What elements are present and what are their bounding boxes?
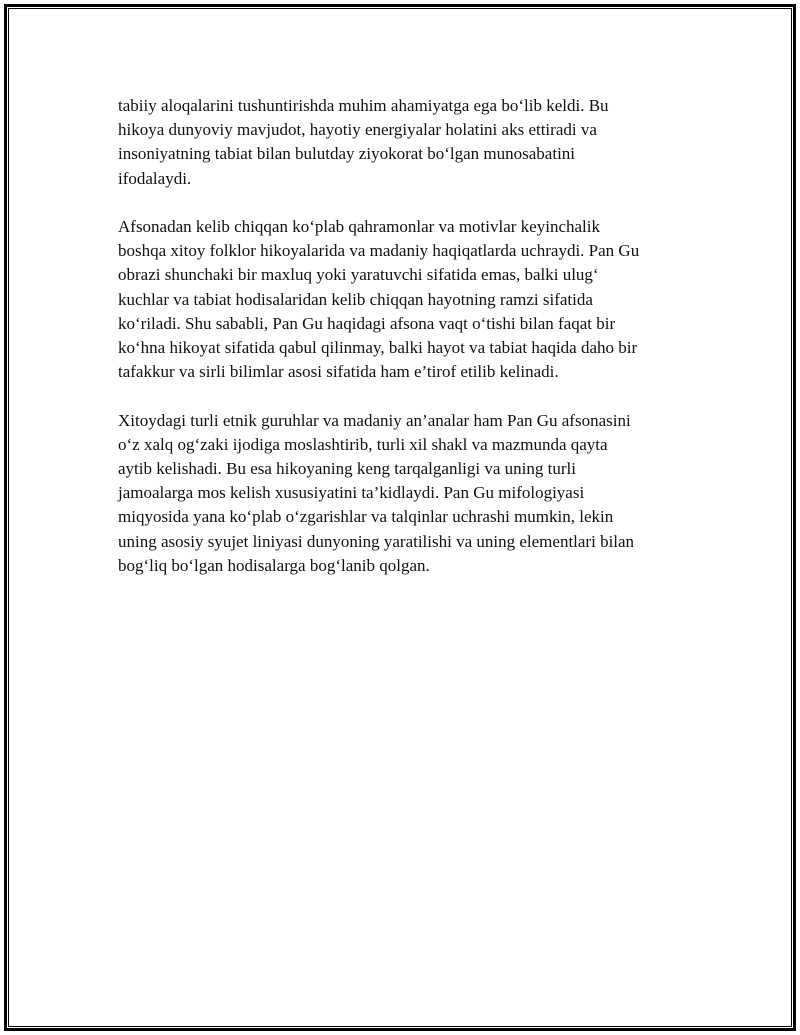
document-body xyxy=(118,94,698,602)
paragraph xyxy=(118,215,698,384)
text-line: ko‘riladi. Shu sababli, Pan Gu haqidagi afsona vaqt o‘tishi bilan faqat bir xyxy=(118,313,616,333)
text-line: o‘z xalq og‘zaki ijodiga moslashtirib, turli xil shakl va mazmunda qayta xyxy=(118,434,608,454)
text-line: kuchlar va tabiat hodisalaridan kelib chiqqan hayotning ramzi sifatida xyxy=(118,289,593,309)
text-line: ko‘hna hikoyat sifatida qabul qilinmay, balki hayot va tabiat haqida daho bir xyxy=(118,338,638,358)
paragraph xyxy=(118,409,698,578)
text-line: ifodalaydi. xyxy=(118,168,192,188)
text-line: Afsonadan kelib chiqqan ko‘plab qahramonlar va motivlar keyinchalik xyxy=(118,217,600,236)
text-line: tabiiy aloqalarini tushuntirishda muhim ahamiyatga ega bo‘lib keldi. Bu xyxy=(118,96,609,115)
text-line: bog‘liq bo‘lgan hodisalarga bog‘lanib qolgan. xyxy=(118,555,430,575)
text-line: Xitoydagi turli etnik guruhlar va madaniy an’analar ham Pan Gu afsonasini xyxy=(118,410,631,430)
text-line: obrazi shunchaki bir maxluq yoki yaratuvchi sifatida emas, balki ulug‘ xyxy=(118,265,599,285)
text-line: jamoalarga mos kelish xususiyatini ta’kidlaydi. Pan Gu mifologiyasi xyxy=(118,483,585,503)
paragraph xyxy=(118,94,698,191)
text-line: hikoya dunyoviy mavjudot, hayotiy energiyalar holatini aks ettiradi va xyxy=(118,120,597,140)
text-line: miqyosida yana ko‘plab o‘zgarishlar va talqinlar uchrashi mumkin, lekin xyxy=(118,507,614,527)
text-line: insoniyatning tabiat bilan bulutday ziyokorat bo‘lgan munosabatini xyxy=(118,144,576,164)
text-line: uning asosiy syujet liniyasi dunyoning yaratilishi va uning elementlari bilan xyxy=(118,531,635,551)
text-line: aytib kelishadi. Bu esa hikoyaning keng tarqalganligi va uning turli xyxy=(118,459,576,479)
text-line: boshqa xitoy folklor hikoyalarida va madaniy haqiqatlarda uchraydi. Pan Gu xyxy=(118,241,640,261)
text-line: tafakkur va sirli bilimlar asosi sifatida ham e’tirof etilib kelinadi. xyxy=(118,362,559,382)
